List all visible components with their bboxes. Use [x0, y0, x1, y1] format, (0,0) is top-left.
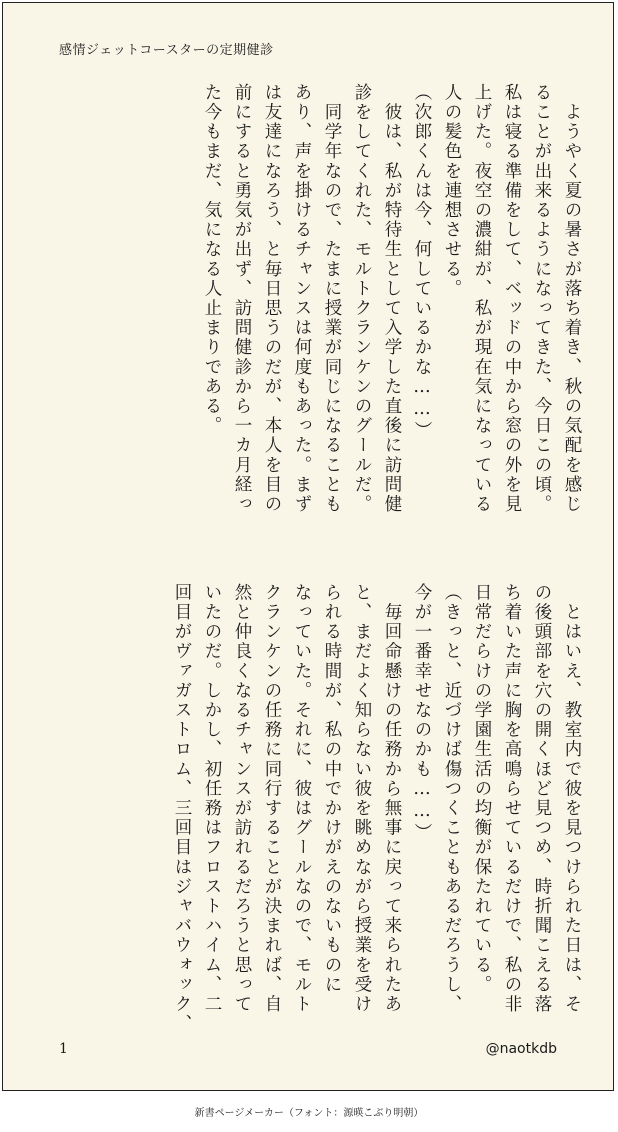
- generator-caption: 新書ページメーカー（フォント：源暎こぶり明朝）: [194, 1108, 424, 1119]
- text-column: の後頭部を穴の開くほど見つめ、時折聞こえる落: [532, 583, 552, 1015]
- text-column: 回目がヴァガストロム、三回目はジャバウォック、: [172, 583, 192, 1034]
- text-column: ようやく夏の暑さが落ち着き、秋の気配を感じ: [562, 83, 582, 515]
- text-column: なっていた。それに、彼はグールなので、モルト: [292, 583, 312, 1015]
- text-column: （次郎くんは今、何しているかな……）: [412, 83, 432, 441]
- text-column: 今が一番幸せなのかも……）: [412, 583, 432, 843]
- text-block-top: [27, 83, 587, 533]
- text-column: 同学年なので、たまに授業が同じになることも: [322, 83, 342, 515]
- text-column: （きっと、近づけば傷つくこともあるだろうし、: [442, 583, 462, 1015]
- text-column: 診をしてくれた、モルトクランケンのグールだ。: [352, 83, 372, 515]
- running-header-title: 感情ジェットコースターの定期健診: [59, 43, 274, 58]
- text-column: 私は寝る準備をして、ベッドの中から窓の外を見: [502, 83, 522, 515]
- text-column: とはいえ、教室内で彼を見つけられた日は、そ: [562, 583, 582, 1015]
- text-column: クランケンの任務に同行することが決まれば、自: [262, 583, 282, 1015]
- page-number: 1: [59, 1041, 68, 1057]
- text-column: 前にすると勇気が出ず、訪問健診から一カ月経っ: [232, 83, 252, 515]
- text-column: あり、声を掛けるチャンスは何度もあった。まず: [292, 83, 312, 515]
- book-page: [2, 2, 614, 1091]
- text-column: 毎回命懸けの任務から無事に戻って来られたあ: [382, 583, 402, 1015]
- text-column: た今もまだ、気になる人止まりである。: [202, 83, 222, 436]
- text-block-bottom: [27, 583, 587, 1034]
- text-column: 上げた。夜空の濃紺が、私が現在気になっている: [472, 83, 492, 515]
- author-handle: @naotkdb: [485, 1041, 557, 1057]
- text-column: 日常だらけの学園生活の均衡が保たれている。: [472, 583, 492, 995]
- text-column: 彼は、私が特待生として入学した直後に訪問健: [382, 83, 402, 515]
- text-column: ち着いた声に胸を高鳴らせているだけで、私の非: [502, 583, 522, 1015]
- text-column: は友達になろう、と毎日思うのだが、本人を目の: [262, 83, 282, 515]
- text-column: と、まだよく知らない彼を眺めながら授業を受け: [352, 583, 372, 1015]
- text-column: られる時間が、私の中でかけがえのないものに: [322, 583, 342, 995]
- text-column: ることが出来るようになってきた、今日この頃。: [532, 83, 552, 515]
- text-column: いたのだ。しかし、初任務はフロストハイム、二: [202, 583, 222, 1015]
- text-column: 人の髪色を連想させる。: [442, 83, 462, 299]
- text-column: 然と仲良くなるチャンスが訪れるだろうと思って: [232, 583, 252, 1015]
